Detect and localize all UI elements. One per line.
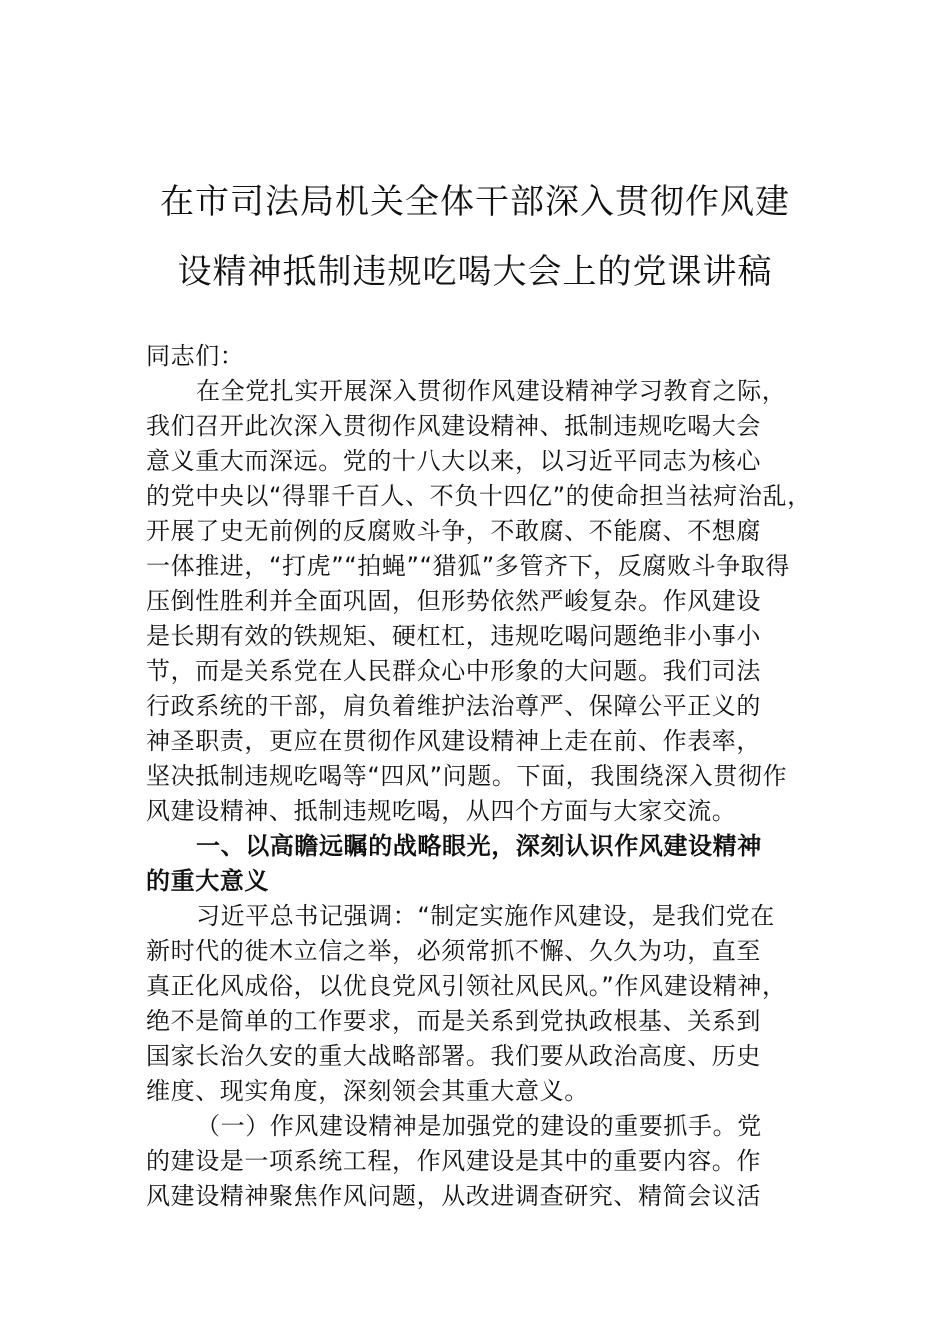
paragraph-line: 在全党扎实开展深入贯彻作风建设精神学习教育之际， — [196, 377, 787, 405]
paragraph-line: 绝不是简单的工作要求，而是关系到党执政根基、关系到 — [146, 1007, 761, 1035]
paragraph-line: 行政系统的干部，肩负着维护法治尊严、保障公平正义的 — [146, 692, 761, 720]
paragraph-line: 我们召开此次深入贯彻作风建设精神、抵制违规吃喝大会 — [146, 412, 761, 440]
document-title-line-1: 在市司法局机关全体干部深入贯彻作风建 — [160, 182, 790, 222]
document-title-line-2: 设精神抵制违规吃喝大会上的党课讲稿 — [177, 252, 773, 292]
paragraph-line: 的党中央以“得罪千百人、不负十四亿”的使命担当祛疴治乱， — [146, 482, 812, 510]
paragraph-line: 真正化风成俗，以优良党风引领社风民风。”作风建设精神， — [146, 972, 787, 1000]
paragraph-line: 一体推进，“打虎”“拍蝇”“猎狐”多管齐下，反腐败斗争取得 — [146, 552, 790, 580]
paragraph-line: 压倒性胜利并全面巩固，但形势依然严峻复杂。作风建设 — [146, 587, 761, 615]
section-heading-line: 的重大意义 — [146, 867, 269, 895]
paragraph-line: 意义重大而深远。党的十八大以来，以习近平同志为核心 — [146, 447, 761, 475]
paragraph-line: 风建设精神、抵制违规吃喝，从四个方面与大家交流。 — [146, 797, 737, 825]
paragraph-line: 的建设是一项系统工程，作风建设是其中的重要内容。作 — [146, 1147, 761, 1175]
subsection-paragraph-line: （一）作风建设精神是加强党的建设的重要抓手。党 — [196, 1112, 762, 1140]
section-heading-line: 一、以高瞻远瞩的战略眼光，深刻认识作风建设精神 — [196, 832, 762, 860]
paragraph-line: 新时代的徙木立信之举，必须常抓不懈、久久为功，直至 — [146, 937, 761, 965]
paragraph-line: 国家长治久安的重大战略部署。我们要从政治高度、历史 — [146, 1042, 761, 1070]
paragraph-line: 习近平总书记强调：“制定实施作风建设，是我们党在 — [196, 902, 775, 930]
paragraph-line: 维度、现实角度，深刻领会其重大意义。 — [146, 1077, 589, 1105]
paragraph-line: 开展了史无前例的反腐败斗争，不敢腐、不能腐、不想腐 — [146, 517, 761, 545]
paragraph-line: 是长期有效的铁规矩、硬杠杠，违规吃喝问题绝非小事小 — [146, 622, 761, 650]
salutation: 同志们： — [146, 342, 245, 370]
paragraph-line: 节，而是关系党在人民群众心中形象的大问题。我们司法 — [146, 657, 761, 685]
paragraph-line: 坚决抵制违规吃喝等“四风”问题。下面，我围绕深入贯彻作 — [146, 762, 788, 790]
paragraph-line: 神圣职责，更应在贯彻作风建设精神上走在前、作表率， — [146, 727, 761, 755]
paragraph-line: 风建设精神聚焦作风问题，从改进调查研究、精简会议活 — [146, 1182, 761, 1210]
